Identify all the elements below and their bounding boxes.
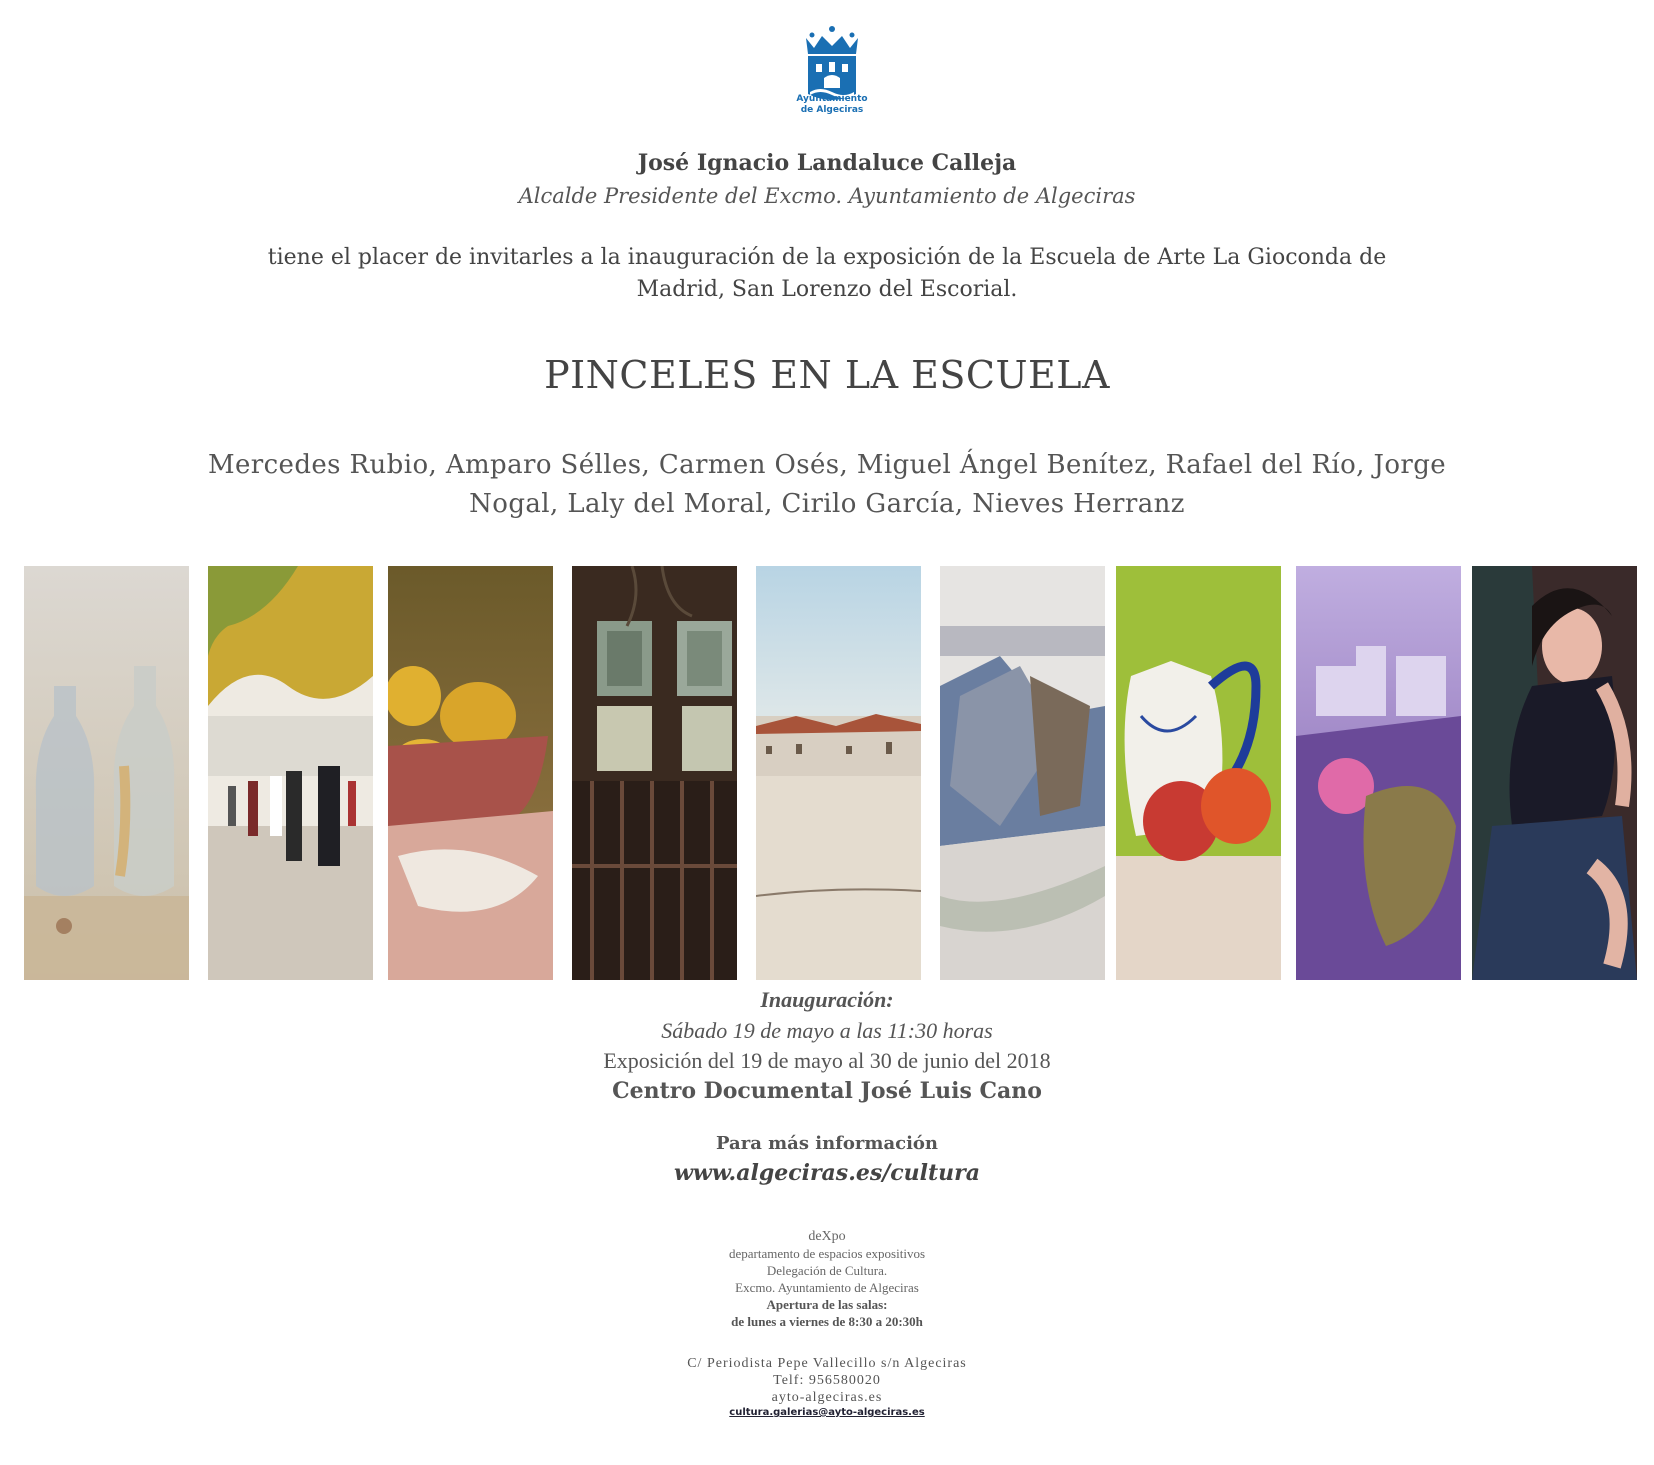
address: C/ Periodista Pepe Vallecillo s/n Algeciras [687,1356,967,1371]
window-shutters-painting [572,566,737,980]
invitation-text [0,242,1654,306]
host-title: Alcalde Presidente del Excmo. Ayuntamiento de Algeciras [518,184,1136,208]
host-name: José Ignacio Landaluce Calleja [637,150,1017,176]
exhibition-dates: Exposición del 19 de mayo al 30 de junio del 2018 [603,1048,1051,1073]
bottles-painting [24,566,189,980]
street-walkers-painting [208,566,373,980]
logo-line2: de Algeciras [800,105,864,115]
invitation-line2: Madrid, San Lorenzo del Escorial. [636,277,1018,302]
dexpo-line1: departamento de espacios expositivos [728,1246,926,1261]
email-link[interactable]: cultura.galerias@ayto-algeciras.es [729,1407,925,1418]
dexpo-line2: Delegación de Cultura. [766,1263,888,1278]
web-address[interactable]: ayto-algeciras.es [771,1390,883,1405]
woman-portrait-painting [1472,566,1637,980]
invitation-line1: tiene el placer de invitarles a la inauguración de la exposición de la Escuela de Arte La Gioconda de [267,245,1387,270]
dexpo-brand: deXpo [808,1229,846,1244]
artists-line1: Mercedes Rubio, Amparo Sélles, Carmen Osés, Miguel Ángel Benítez, Rafael del Río, Jorge [207,450,1447,480]
artists-line2: Nogal, Laly del Moral, Cirilo García, Nieves Herranz [469,489,1185,519]
artists-list [0,446,1654,524]
venue-name: Centro Documental José Luis Cano [612,1078,1042,1104]
purple-town-painting [1296,566,1461,980]
phone: Telf: 956580020 [773,1373,881,1388]
opening-hours: de lunes a viernes de 8:30 a 20:30h [731,1314,923,1329]
inauguration-date: Sábado 19 de mayo a las 11:30 horas [661,1018,993,1043]
info-label: Para más información [716,1133,938,1154]
village-street-painting [756,566,921,980]
jug-apples-painting [1116,566,1281,980]
logo-line1: Ayuntamiento [796,94,868,104]
dexpo-block [0,1228,1654,1330]
ayuntamiento-logo [792,24,872,120]
fruit-bowl-painting [388,566,553,980]
opening-hours-label: Apertura de las salas: [766,1297,888,1312]
inauguration-label: Inauguración: [760,987,894,1012]
website-link[interactable]: www.algeciras.es/cultura [673,1160,981,1186]
boats-painting [940,566,1105,980]
dexpo-line3: Excmo. Ayuntamiento de Algeciras [735,1280,919,1295]
contact-block [0,1355,1654,1406]
exhibition-title: PINCELES EN LA ESCUELA [544,353,1110,397]
